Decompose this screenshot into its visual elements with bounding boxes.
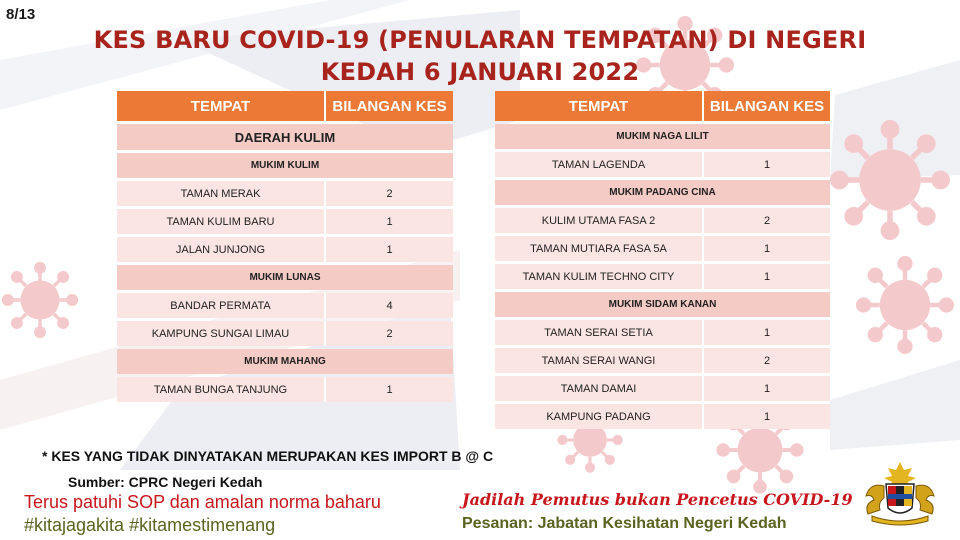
case-count: 1 (324, 237, 453, 262)
place-name: TAMAN LAGENDA (495, 152, 702, 177)
header-count: BILANGAN KES (324, 91, 453, 121)
header-place: TEMPAT (495, 91, 702, 121)
header-count: BILANGAN KES (702, 91, 830, 121)
right-case-table (495, 88, 830, 432)
district-name: DAERAH KULIM (117, 124, 453, 150)
case-count: 1 (702, 404, 830, 429)
page-number: 8/13 (6, 6, 36, 23)
district-row (117, 124, 453, 150)
table-row (495, 320, 830, 345)
table-header-row (495, 91, 830, 121)
footnote: * KES YANG TIDAK DINYATAKAN MERUPAKAN KES IMPORT B @ C (42, 448, 494, 464)
table-row (495, 404, 830, 429)
mukim-row (117, 153, 453, 178)
page-title: KES BARU COVID-19 (PENULARAN TEMPATAN) DI NEGERI (93, 26, 867, 54)
sender-message: Pesanan: Jabatan Kesihatan Negeri Kedah (462, 515, 787, 532)
page-title-date: KEDAH 6 JANUARI 2022 (320, 58, 640, 86)
place-name: TAMAN DAMAI (495, 376, 702, 401)
place-name: KAMPUNG SUNGAI LIMAU (117, 321, 324, 346)
hashtags: #kitajagakita #kitamestimenang (24, 515, 276, 535)
place-name: TAMAN KULIM BARU (117, 209, 324, 234)
case-count: 2 (702, 348, 830, 373)
case-count: 1 (702, 320, 830, 345)
place-name: KAMPUNG PADANG (495, 404, 702, 429)
mukim-name: MUKIM KULIM (117, 153, 453, 178)
table-row (117, 321, 453, 346)
place-name: KULIM UTAMA FASA 2 (495, 208, 702, 233)
table-row (495, 376, 830, 401)
mukim-row (495, 180, 830, 205)
table-row (117, 209, 453, 234)
place-name: TAMAN BUNGA TANJUNG (117, 377, 324, 402)
mukim-name: MUKIM NAGA LILIT (495, 124, 830, 149)
place-name: TAMAN SERAI WANGI (495, 348, 702, 373)
table-row (495, 208, 830, 233)
place-name: TAMAN SERAI SETIA (495, 320, 702, 345)
case-count: 1 (702, 376, 830, 401)
case-count: 1 (702, 236, 830, 261)
sop-message: Terus patuhi SOP dan amalan norma baharu (24, 492, 381, 512)
mukim-row (495, 292, 830, 317)
mukim-name: MUKIM LUNAS (117, 265, 453, 290)
place-name: TAMAN KULIM TECHNO CITY (495, 264, 702, 289)
case-count: 1 (324, 209, 453, 234)
table-row (117, 293, 453, 318)
mukim-name: MUKIM SIDAM KANAN (495, 292, 830, 317)
place-name: TAMAN MERAK (117, 181, 324, 206)
case-count: 4 (324, 293, 453, 318)
case-count: 2 (702, 208, 830, 233)
mukim-row (495, 124, 830, 149)
case-count: 1 (324, 377, 453, 402)
table-row (495, 236, 830, 261)
table-header-row (117, 91, 453, 121)
table-row (495, 348, 830, 373)
place-name: TAMAN MUTIARA FASA 5A (495, 236, 702, 261)
place-name: JALAN JUNJONG (117, 237, 324, 262)
case-count: 2 (324, 181, 453, 206)
table-row (117, 377, 453, 402)
case-count: 1 (702, 152, 830, 177)
mukim-name: MUKIM MAHANG (117, 349, 453, 374)
slogan: Jadilah Pemutus bukan Pencetus COVID-19 (462, 490, 853, 509)
case-count: 1 (702, 264, 830, 289)
state-crest-icon (852, 458, 948, 526)
case-count: 2 (324, 321, 453, 346)
table-row (117, 237, 453, 262)
place-name: BANDAR PERMATA (117, 293, 324, 318)
source-text: Sumber: CPRC Negeri Kedah (68, 474, 263, 490)
mukim-row (117, 265, 453, 290)
left-case-table (117, 88, 453, 405)
table-row (495, 152, 830, 177)
mukim-name: MUKIM PADANG CINA (495, 180, 830, 205)
table-row (117, 181, 453, 206)
header-place: TEMPAT (117, 91, 324, 121)
table-row (495, 264, 830, 289)
mukim-row (117, 349, 453, 374)
